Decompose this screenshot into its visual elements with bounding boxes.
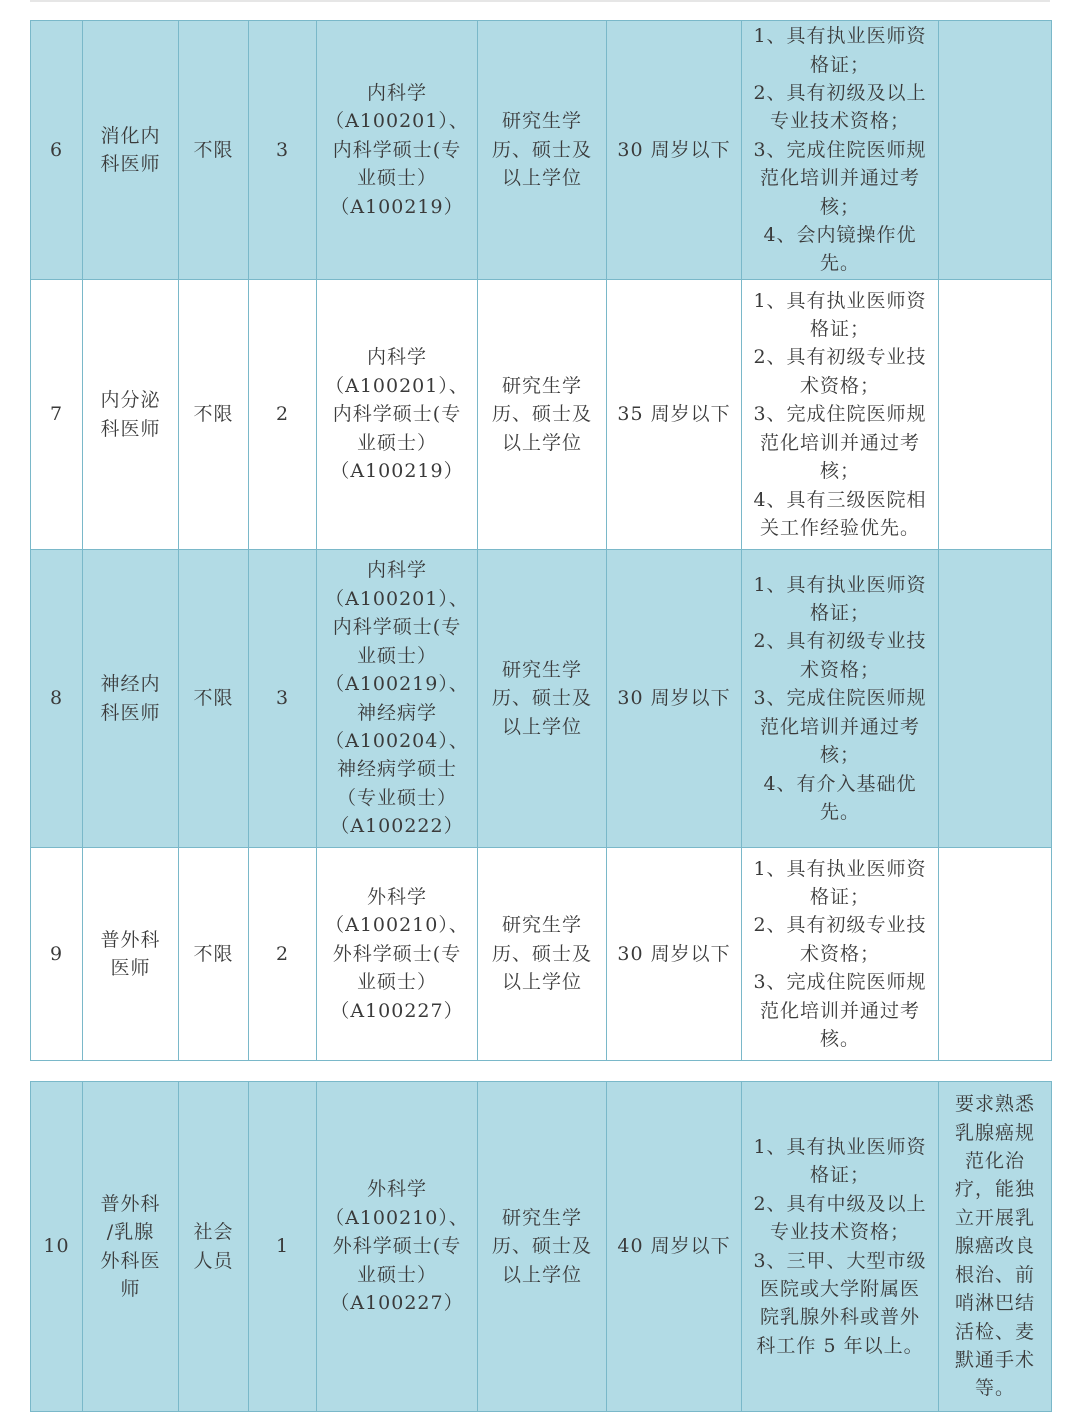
age-requirement: 40 周岁以下 [607, 1082, 742, 1412]
recruit-target: 不限 [179, 280, 249, 550]
table-row [31, 21, 1052, 280]
major-requirement: 外科学 （A100210）、 外科学硕士(专 业硕士） （A100227） [317, 848, 478, 1061]
top-divider [30, 0, 1050, 2]
table-row [31, 280, 1052, 550]
age-requirement: 30 周岁以下 [607, 550, 742, 848]
education-requirement: 研究生学 历、硕士及 以上学位 [478, 550, 607, 848]
age-requirement: 30 周岁以下 [607, 848, 742, 1061]
table-row [31, 550, 1052, 848]
row-number: 6 [31, 21, 83, 280]
remarks [939, 280, 1052, 550]
education-requirement: 研究生学 历、硕士及 以上学位 [478, 848, 607, 1061]
recruit-count: 2 [249, 280, 317, 550]
recruit-count: 2 [249, 848, 317, 1061]
education-requirement: 研究生学 历、硕士及 以上学位 [478, 1082, 607, 1412]
major-requirement: 外科学 （A100210）、 外科学硕士(专 业硕士） （A100227） [317, 1082, 478, 1412]
recruitment-table-part-2 [30, 1081, 1052, 1412]
position-name: 消化内 科医师 [83, 21, 179, 280]
other-requirements: 1、具有执业医师资 格证； 2、具有中级及以上 专业技术资格； 3、三甲、大型市级 医院或大学附属医 院乳腺外科或普外 科工作 5 年以上。 [742, 1082, 939, 1412]
row-number: 10 [31, 1082, 83, 1412]
major-requirement: 内科学 （A100201）、 内科学硕士(专 业硕士） （A100219）、 神经病学 （A100204）、 神经病学硕士 （专业硕士） （A100222） [317, 550, 478, 848]
other-requirements: 1、具有执业医师资 格证； 2、具有初级及以上 专业技术资格； 3、完成住院医师规 范化培训并通过考 核； 4、会内镜操作优 先。 [742, 21, 939, 280]
age-requirement: 30 周岁以下 [607, 21, 742, 280]
position-name: 普外科 医师 [83, 848, 179, 1061]
major-requirement: 内科学 （A100201）、 内科学硕士(专 业硕士） （A100219） [317, 21, 478, 280]
recruit-count: 3 [249, 550, 317, 848]
row-number: 7 [31, 280, 83, 550]
remarks [939, 21, 1052, 280]
position-name: 普外科 /乳腺 外科医 师 [83, 1082, 179, 1412]
row-number: 8 [31, 550, 83, 848]
table-row [31, 1082, 1052, 1412]
remarks: 要求熟悉 乳腺癌规 范化治 疗，能独 立开展乳 腺癌改良 根治、前 哨淋巴结 活检、麦 默通手术 等。 [939, 1082, 1052, 1412]
age-requirement: 35 周岁以下 [607, 280, 742, 550]
recruit-target: 不限 [179, 550, 249, 848]
recruitment-table-part-1 [30, 20, 1052, 1061]
recruit-target: 不限 [179, 848, 249, 1061]
major-requirement: 内科学 （A100201）、 内科学硕士(专 业硕士） （A100219） [317, 280, 478, 550]
other-requirements: 1、具有执业医师资 格证； 2、具有初级专业技 术资格； 3、完成住院医师规 范化培训并通过考 核； 4、有介入基础优 先。 [742, 550, 939, 848]
recruit-count: 1 [249, 1082, 317, 1412]
other-requirements: 1、具有执业医师资 格证； 2、具有初级专业技 术资格； 3、完成住院医师规 范化培训并通过考 核； 4、具有三级医院相 关工作经验优先。 [742, 280, 939, 550]
recruit-target: 社会 人员 [179, 1082, 249, 1412]
education-requirement: 研究生学 历、硕士及 以上学位 [478, 280, 607, 550]
table-row [31, 848, 1052, 1061]
recruit-target: 不限 [179, 21, 249, 280]
other-requirements: 1、具有执业医师资 格证； 2、具有初级专业技 术资格； 3、完成住院医师规 范化培训并通过考 核。 [742, 848, 939, 1061]
row-number: 9 [31, 848, 83, 1061]
remarks [939, 550, 1052, 848]
education-requirement: 研究生学 历、硕士及 以上学位 [478, 21, 607, 280]
position-name: 内分泌 科医师 [83, 280, 179, 550]
remarks [939, 848, 1052, 1061]
position-name: 神经内 科医师 [83, 550, 179, 848]
recruit-count: 3 [249, 21, 317, 280]
